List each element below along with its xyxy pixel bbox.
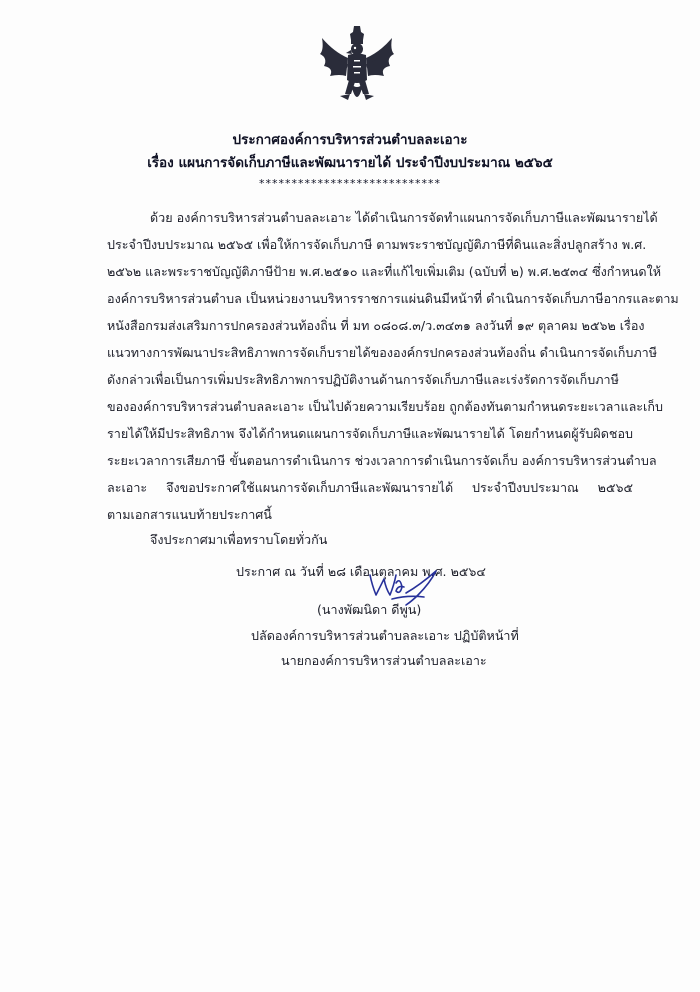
separator: **************************** <box>259 177 441 190</box>
body-line: ตามเอกสารแนบท้ายประกาศนี้ <box>107 507 272 522</box>
body-line: ระยะเวลาการเสียภาษี ขั้นตอนการดำเนินการ ช่วงเวลาการดำเนินการจัดเก็บ องค์การบริหารส่วนตำบล <box>107 453 657 468</box>
signer-name: (นางพัฒนิดา ดีพูน) <box>317 602 422 617</box>
body-line: รายได้ให้มีประสิทธิภาพ จึงได้กำหนดแผนการจัดเก็บภาษีและพัฒนารายได้ โดยกำหนดผู้รับผิดชอบ <box>107 426 633 441</box>
date-line: ประกาศ ณ วันที่ ๒๘ เดือนตุลาคม พ.ศ. ๒๕๖๔ <box>236 564 486 579</box>
body-line: ด้วย องค์การบริหารส่วนตำบลละเอาะ ได้ดำเนินการจัดทำแผนการจัดเก็บภาษีและพัฒนารายได้ <box>150 210 658 225</box>
garuda-emblem-icon <box>318 24 396 112</box>
body-line: ประจำปีงบประมาณ ๒๕๖๕ เพื่อให้การจัดเก็บภาษี ตามพระราชบัญญัติภาษีที่ดินและสิ่งปลูกสร้าง พ.ศ. <box>107 237 647 252</box>
signer-position: ปลัดองค์การบริหารส่วนตำบลละเอาะ ปฏิบัติหน้าที่ <box>251 628 519 643</box>
body-line: ขององค์การบริหารส่วนตำบลละเอาะ เป็นไปด้วยความเรียบร้อย ถูกต้องทันตามกำหนดระยะเวลาและเก็บ <box>107 399 663 414</box>
announcement-subject: เรื่อง แผนการจัดเก็บภาษีและพัฒนารายได้ ประจำปีงบประมาณ ๒๕๖๕ <box>147 155 553 171</box>
body-line: ละเอาะ จึงขอประกาศใช้แผนการจัดเก็บภาษีและพัฒนารายได้ ประจำปีงบประมาณ ๒๕๖๕ <box>107 480 633 495</box>
closing-statement: จึงประกาศมาเพื่อทราบโดยทั่วกัน <box>150 532 328 547</box>
signer-acting-position: นายกองค์การบริหารส่วนตำบลละเอาะ <box>281 653 487 668</box>
body-line: แนวทางการพัฒนาประสิทธิภาพการจัดเก็บรายได้ขององค์กรปกครองส่วนท้องถิ่น ดำเนินการจัดเก็บภาษี <box>107 345 658 360</box>
announcement-title: ประกาศองค์การบริหารส่วนตำบลละเอาะ <box>232 132 468 148</box>
body-line: หนังสือกรมส่งเสริมการปกครองส่วนท้องถิ่น ที่ มท ๐๘๐๘.๓/ว.๓๔๓๑ ลงวันที่ ๑๙ ตุลาคม ๒๕๖๒ เรื่อง <box>107 318 645 333</box>
body-line: องค์การบริหารส่วนตำบล เป็นหน่วยงานบริหารราชการแผ่นดินมีหน้าที่ ดำเนินการจัดเก็บภาษีอากรและตาม <box>107 291 679 306</box>
body-line: ดังกล่าวเพื่อเป็นการเพิ่มประสิทธิภาพการปฏิบัติงานด้านการจัดเก็บภาษีและเร่งรัดการจัดเก็บภาษี <box>107 372 619 387</box>
body-line: ๒๕๖๒ และพระราชบัญญัติภาษีป้าย พ.ศ.๒๕๑๐ และที่แก้ไขเพิ่มเติม (ฉบับที่ ๒) พ.ศ.๒๕๓๔ ซึ่งกำหนดให้ <box>107 264 662 279</box>
